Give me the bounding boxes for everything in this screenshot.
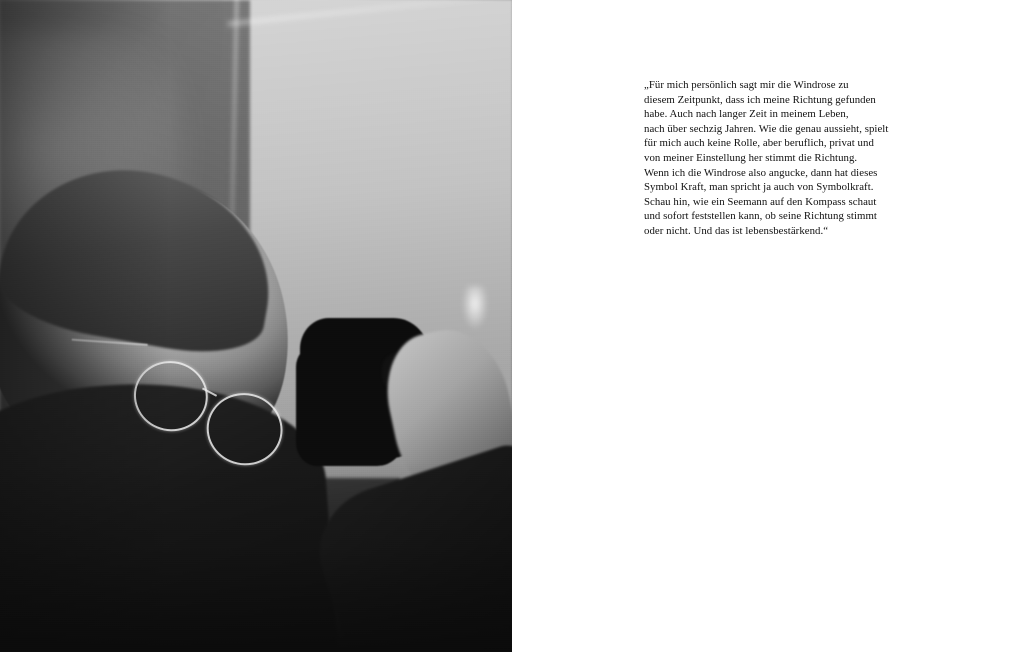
right-page bbox=[512, 0, 1020, 652]
quote-line: „Für mich persönlich sagt mir die Windrose zu bbox=[644, 79, 849, 91]
quotation-text bbox=[644, 78, 912, 239]
quote-line: oder nicht. Und das ist lebensbestärkend.“ bbox=[644, 224, 829, 237]
quote-line: diesem Zeitpunkt, dass ich meine Richtung gefunden bbox=[644, 93, 876, 106]
quote-line: und sofort feststellen kann, ob seine Richtung stimmt bbox=[644, 210, 877, 223]
quote-line: Symbol Kraft, man spricht ja auch von Symbolkraft. bbox=[644, 181, 874, 194]
quote-line: Schau hin, wie ein Seemann auf den Kompass schaut bbox=[644, 195, 877, 208]
quote-line: nach über sechzig Jahren. Wie die genau aussieht, spielt bbox=[644, 122, 889, 135]
quote-line: Wenn ich die Windrose also angucke, dann hat dieses bbox=[644, 166, 878, 179]
quote-line: von meiner Einstellung her stimmt die Richtung. bbox=[644, 151, 858, 164]
quote-line: habe. Auch nach langer Zeit in meinem Leben, bbox=[644, 108, 849, 121]
quote-line: für mich auch keine Rolle, aber beruflich, privat und bbox=[644, 137, 874, 150]
